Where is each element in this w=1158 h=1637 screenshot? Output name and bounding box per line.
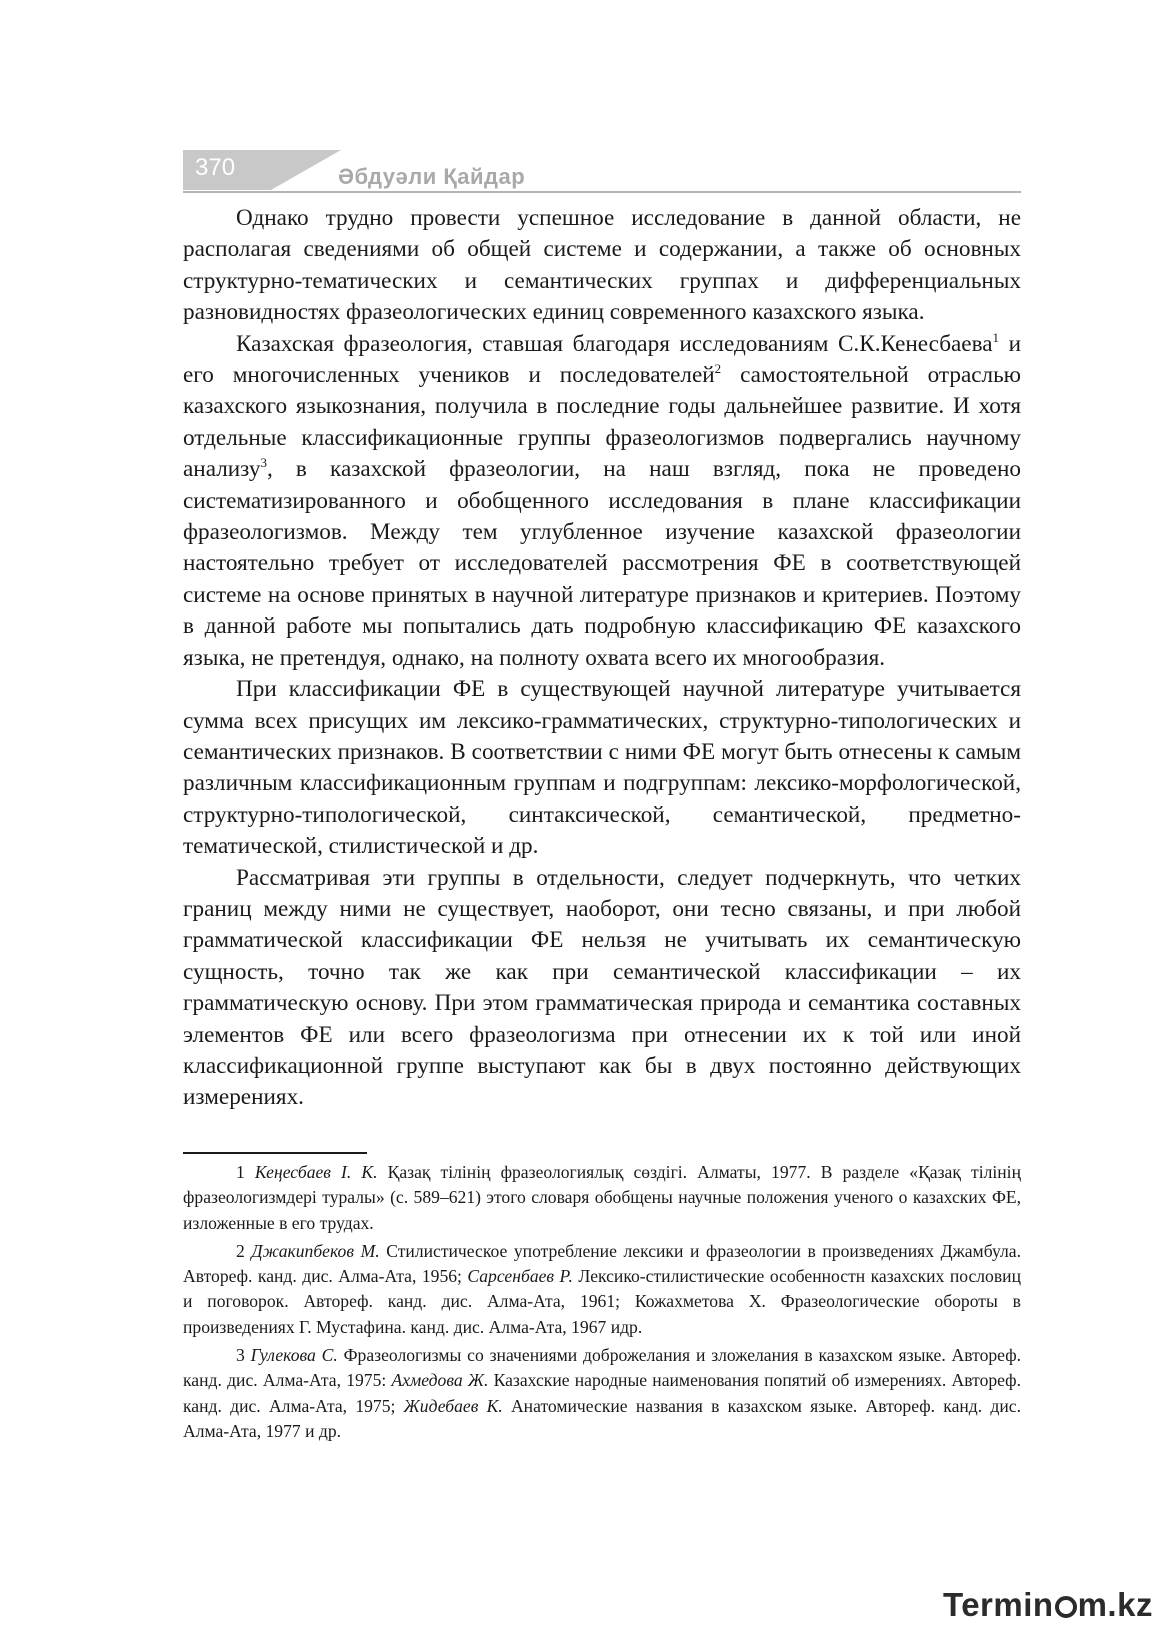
footnote-3-author-1: Гулекова С.: [250, 1345, 338, 1366]
paragraph-3: При классификации ФЕ в существующей научной литературе учитывается сумма всех присущих им лексико-грамматических, структурно-типологических и семантических признаков. В соответствии с ними ФЕ могут быть отнесены к самым различным классификационным группам и подгруппам: лексико-морфологической, структурно-типологической, синтаксической, семантической, предметно-тематической, стилистической и др.: [183, 676, 1021, 860]
logo-text-part-1: Termin: [943, 1586, 1054, 1623]
paragraph-2-part-a: Казахская фразеология, ставшая благодаря исследованиям С.К.Кенесбаева: [236, 330, 993, 357]
footnote-3-author-2: Ахмедова Ж.: [391, 1370, 489, 1391]
footnote-2-author-2: Сарсенбаев Р.: [467, 1266, 573, 1287]
footnote-ref-1[interactable]: 1: [992, 329, 1000, 345]
footnote-ref-2[interactable]: 2: [714, 361, 722, 377]
footnote-3: [183, 1343, 1021, 1444]
running-header-author: Әбдуәли Қайдар: [338, 164, 526, 189]
page-number-tab: [183, 150, 271, 190]
footnote-2-text-2: Лексико-стилистические особенностн казахских пословиц и поговорок. Автореф. канд. дис. Алма-Ата, 1961; Кожахметова Х. Фразеологические обороты в произведениях Г. Мустафина. канд. дис. Алма-Ата, 1967 идр.: [183, 1266, 1021, 1337]
paragraph-4: Рассматривая эти группы в отдельности, следует подчеркнуть, что четких границ между ними не существует, наоборот, они тесно связаны, и при любой грамматической классификации ФЕ нельзя не учитывать их семантическую сущность, точно так же как при семантической классификации – их грамматическую основу. При этом грамматическая природа и семантика составных элементов ФЕ или всего фразеологизма при отнесении их к той или иной классификационной группе выступают как бы в двух постоянно действующих измерениях.: [183, 864, 1021, 1111]
footnote-1-author: Кеңесбаев І. К.: [254, 1162, 378, 1182]
termincom-watermark-logo: [943, 1586, 1153, 1624]
footnotes: [183, 1160, 1021, 1447]
footnote-2-text-1: Стилистическое употребление лексики и фразеологии в произведениях Джамбула. Автореф. канд. дис. Алма-Ата, 1956;: [183, 1240, 1021, 1287]
logo-ring-icon: [1055, 1596, 1077, 1618]
paragraph-2-part-c: самостоятельной отраслью казахского языкознания, получила в последние годы дальнейшее развитие. И хотя отдельные классификационные группы фразеологизмов подвергались научному анализу: [183, 362, 1021, 483]
paragraph-1: Однако трудно провести успешное исследование в данной области, не располагая сведениями об общей системе и содержании, а также об основных структурно-тематических и семантических группах и дифференциальных разновидностях фразеологических единиц современного казахского языка.: [183, 205, 1021, 326]
body-text: [183, 203, 1021, 1114]
footnote-separator: [183, 1152, 367, 1154]
footnote-3-text-1: Фразеологизмы со значениями доброжелания и зложелания в казахском языке. Автореф. канд. дис. Алма-Ата, 1975:: [183, 1345, 1021, 1391]
footnote-3-text-2: Казахские народные наименования попятий об измерениях. Автореф. канд. дис. Алма-Ата, 1975;: [183, 1370, 1021, 1416]
footnote-2-number: 2: [236, 1240, 252, 1261]
logo-text-part-3: m.kz: [1077, 1586, 1153, 1623]
paragraph-2: [183, 329, 1021, 674]
paragraph-2-part-d: , в казахской фразеологии, на наш взгляд, пока не проведено систематизированного и обобщенного исследования в плане классификации фразеологизмов. Между тем углубленное изучение казахской фразеологии настоятельно требует от исследователей рассмотрения ФЕ в соответствующей системе на основе принятых в научной литературе признаков и критериев. Поэтому в данной работе мы попытались дать подробную классификацию ФЕ казахского языка, не претендуя, однако, на полноту охвата всего их многообразия.: [183, 456, 1021, 671]
footnote-ref-3[interactable]: 3: [260, 455, 267, 471]
footnote-1: [183, 1160, 1021, 1236]
header-rule: [183, 191, 1021, 193]
running-header: [183, 150, 1021, 196]
footnote-1-text: Қазақ тілінің фразеологиялық сөздігі. Алматы, 1977. В разделе «Қазақ тілінің фразеологизмдері туралы» (с. 589–621) этого словаря обобщены научные положения ученого о казахских ФЕ, изложенные в его трудах.: [183, 1162, 1021, 1233]
footnote-3-author-3: Жидебаев К.: [403, 1395, 503, 1416]
page-number: 370: [195, 154, 236, 181]
footnote-3-text-3: Анатомические названия в казахском языке. Автореф. канд. дис. Алма-Ата, 1977 и др.: [183, 1395, 1021, 1441]
footnote-1-number: 1: [236, 1162, 255, 1182]
paragraph-2-part-b: и его многочисленных учеников и последователей: [183, 330, 1021, 389]
footnote-2-author-1: Джакипбеков М.: [251, 1240, 380, 1261]
footnote-2: [183, 1239, 1021, 1340]
header-wedge-decoration: [271, 150, 341, 190]
footnote-3-number: 3: [236, 1345, 251, 1366]
